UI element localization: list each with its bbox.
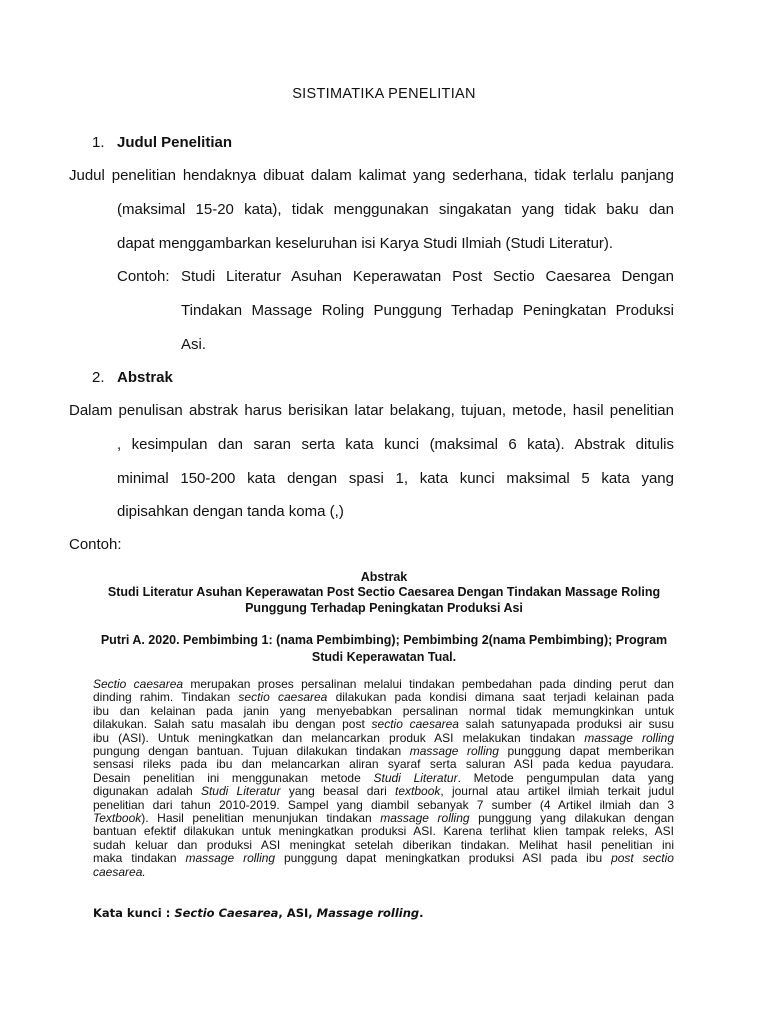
keyword-separator: , ASI,: [278, 906, 317, 920]
section-2-number: 2.: [92, 369, 105, 386]
example-author-line-1: Putri A. 2020. Pembimbing 1: (nama Pembimbing); Pembimbing 2(nama Pembimbing); Program: [100, 633, 668, 647]
section-1-number: 1.: [92, 134, 105, 151]
section-2-line-1: Dalam penulisan abstrak harus berisikan latar belakang, tujuan, metode, hasil penelitian: [69, 402, 674, 419]
abstract-line: caesarea.: [93, 864, 146, 879]
section-2-line-4: dipisahkan dengan tanda koma (,): [117, 503, 344, 520]
keyword: Massage rolling: [316, 906, 420, 920]
abstract-line: dinding rahim. Tindakan sectio caesarea dilakukan pada kondisi dimana saat terjadi kelainan pada: [93, 690, 675, 705]
section-1-heading: Judul Penelitian: [117, 134, 233, 151]
section-1-line-3: dapat menggambarkan keseluruhan isi Karya Studi Ilmiah (Studi Literatur).: [117, 235, 614, 252]
abstract-line: sudah keluar dan produksi ASI meningkat setelah diberikan tindakan. Melihat hasil penelitian ini: [93, 837, 674, 852]
keyword-end: .: [419, 906, 424, 920]
abstract-line: ibu dan kelainan pada janin yang menyebabkan persalinan normal tidak memungkinkan untuk: [93, 703, 674, 718]
section-1-example-line-3: Asi.: [181, 336, 207, 353]
abstract-line: Desain penelitian ini menggunakan metode Studi Literatur. Metode pengumpulan data yang: [93, 770, 674, 785]
abstract-line: Textbook). Hasil penelitian menunjukan tindakan massage rolling punggung yang dilakukan dengan: [93, 811, 674, 826]
section-1-line-2: (maksimal 15-20 kata), tidak menggunakan singakatan yang tidak baku dan: [117, 201, 674, 218]
section-1-example-line-1: Studi Literatur Asuhan Keperawatan Post Sectio Caesarea Dengan: [181, 268, 674, 285]
section-2-heading: Abstrak: [117, 369, 173, 386]
keywords-label: Kata kunci :: [93, 906, 175, 920]
abstract-line: bantuan efektif dilakukan untuk meningkatkan produksi ASI. Karena terlihat klien tampak releks, ASI: [93, 824, 674, 839]
abstract-line: maka tindakan massage rolling punggung dapat meningkatkan produksi ASI pada ibu post sectio: [93, 851, 674, 866]
example-title-line-2: Punggung Terhadap Peningkatan Produksi Asi: [245, 601, 523, 615]
section-1-example-label: Contoh:: [117, 268, 170, 285]
example-abstract-body: [93, 678, 674, 879]
section-2-line-3: minimal 150-200 kata dengan spasi 1, kata kunci maksimal 5 kata yang: [117, 470, 674, 487]
abstract-line: pungung dengan bantuan. Tujuan dilakukan tindakan massage rolling punggung dapat memberikan: [93, 744, 674, 759]
section-2-line-2: , kesimpulan dan saran serta kata kunci (maksimal 6 kata). Abstrak ditulis: [117, 436, 674, 453]
section-2-example-label: Contoh:: [69, 536, 122, 553]
keywords-line: [93, 906, 424, 920]
example-author-line-2: Studi Keperawatan Tual.: [311, 650, 457, 664]
page-title: SISTIMATIKA PENELITIAN: [292, 86, 476, 102]
abstract-line: penelitian dari tahun 2010-2019. Sampel yang diambil sebanyak 7 sumber (4 Artikel ilmiah dan 3: [93, 797, 674, 812]
abstract-line: Sectio caesarea merupakan proses persalinan melalui tindakan pembedahan pada dinding perut dan: [93, 677, 674, 691]
abstract-line: ibu (ASI). Untuk meningkatkan dan melancarkan produk ASI melakukan tindakan massage rolling: [93, 730, 675, 745]
section-1-example-line-2: Tindakan Massage Roling Punggung Terhadap Peningkatan Produksi: [181, 302, 674, 319]
example-title-line-1: Studi Literatur Asuhan Keperawatan Post Sectio Caesarea Dengan Tindakan Massage Roling: [107, 585, 661, 599]
abstract-line: sensasi rileks pada ibu dan melancarkan aliran syaraf serta saluran ASI pada kedua payudara.: [93, 757, 674, 772]
keyword: Sectio Caesarea: [174, 906, 279, 920]
abstract-line: digunakan adalah Studi Literatur yang beasal dari textbook, journal atau artikel ilmiah terkait judul: [93, 784, 674, 799]
example-heading: Abstrak: [360, 570, 408, 584]
abstract-line: dilakukan. Salah satu masalah ibu dengan post sectio caesarea salah satunyapada produksi air susu: [93, 717, 675, 732]
section-1-line-1: Judul penelitian hendaknya dibuat dalam kalimat yang sederhana, tidak terlalu panjang: [69, 167, 674, 184]
